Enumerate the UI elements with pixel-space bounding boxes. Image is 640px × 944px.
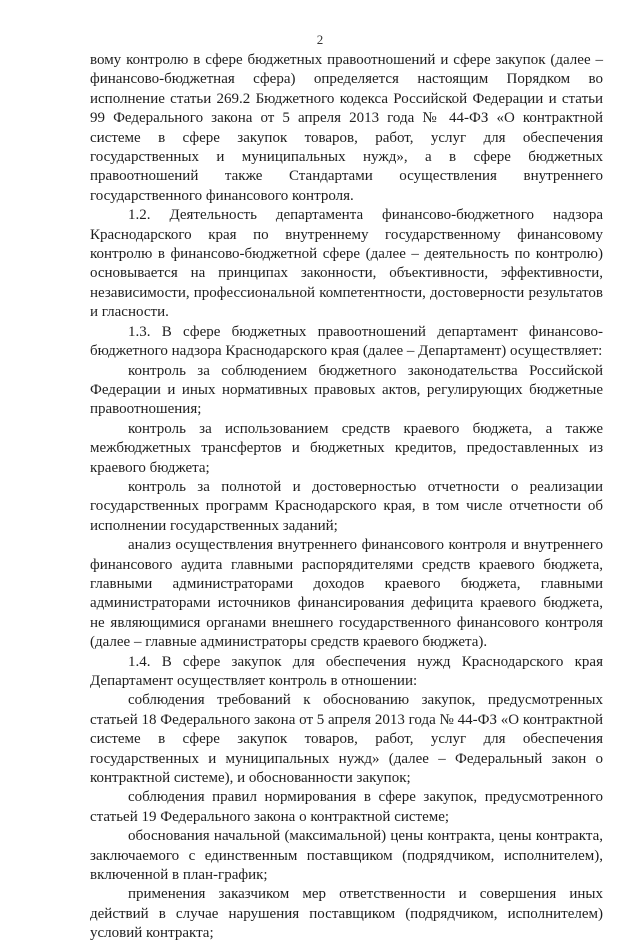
paragraph-internal-audit-analysis: анализ осуществления внутреннего финансового контроля и внутреннего финансового аудита главными распорядителями средств краевого бюджета, главными администраторами доходов краевого бюджета, главными администраторами источников финансирования дефицита краевого бюджета, не являющимися органами внешнего государственного финансового контроля (далее – главные администраторы средств краевого бюджета). <box>90 537 603 651</box>
paragraph-continuation: вому контролю в сфере бюджетных правоотношений и сфере закупок (далее – финансово-бюджетная сфера) определяется настоящим Порядком во исполнение статьи 269.2 Бюджетного кодекса Российской Федерации и статьи 99 Федерального закона от 5 апреля 2013 года № 44-ФЗ «О контрактной системе в сфере закупок товаров, работ, услуг для обеспечения государственных и муниципальных нужд», а в сфере бюджетных правоотношений также Стандартами осуществления внутреннего государственного финансового контроля. <box>90 52 603 204</box>
page-number: 2 <box>316 32 324 47</box>
paragraph-1-2: 1.2. Деятельность департамента финансово-бюджетного надзора Краснодарского края по внутреннему государственному финансовому контролю в финансово-бюджетной сфере (далее – деятельность по контролю) основывается на принципах законности, объективности, эффективности, независимости, профессиональной компетентности, достоверности результатов и гласности. <box>90 207 603 321</box>
paragraph-funds-use-control: контроль за использованием средств краевого бюджета, а также межбюджетных трансфертов и бюджетных кредитов, предоставленных из краевого бюджета; <box>90 420 603 476</box>
paragraph-contract-price: обоснования начальной (максимальной) цены контракта, цены контракта, заключаемого с единственным поставщиком (подрядчиком, исполнителем), включенной в план-график; <box>90 828 603 884</box>
paragraph-reporting-control: контроль за полнотой и достоверностью отчетности о реализации государственных программ Краснодарского края, в том числе отчетности об исполнении государственных заданий; <box>90 478 603 534</box>
paragraph-1-4: 1.4. В сфере закупок для обеспечения нужд Краснодарского края Департамент осуществляет контроль в отношении: <box>90 653 603 689</box>
document-body <box>90 51 603 944</box>
paragraph-liability-measures: применения заказчиком мер ответственности и совершения иных действий в случае нарушения поставщиком (подрядчиком, исполнителем) условий контракта; <box>90 886 603 942</box>
paragraph-budget-law-control: контроль за соблюдением бюджетного законодательства Российской Федерации и иных нормативных правовых актов, регулирующих бюджетные правоотношения; <box>90 362 603 418</box>
paragraph-procurement-norms: соблюдения правил нормирования в сфере закупок, предусмотренного статьей 19 Федерального закона о контрактной системе; <box>90 789 603 825</box>
paragraph-procurement-justification: соблюдения требований к обоснованию закупок, предусмотренных статьей 18 Федерального закона от 5 апреля 2013 года № 44-ФЗ «О контрактной системе в сфере закупок товаров, работ, услуг для обеспечения государственных и муниципальных нужд» (далее – Федеральный закон о контрактной системе), и обоснованности закупок; <box>90 692 603 787</box>
paragraph-1-3: 1.3. В сфере бюджетных правоотношений департамент финансово-бюджетного надзора Краснодарского края (далее – Департамент) осуществляет: <box>90 323 603 360</box>
